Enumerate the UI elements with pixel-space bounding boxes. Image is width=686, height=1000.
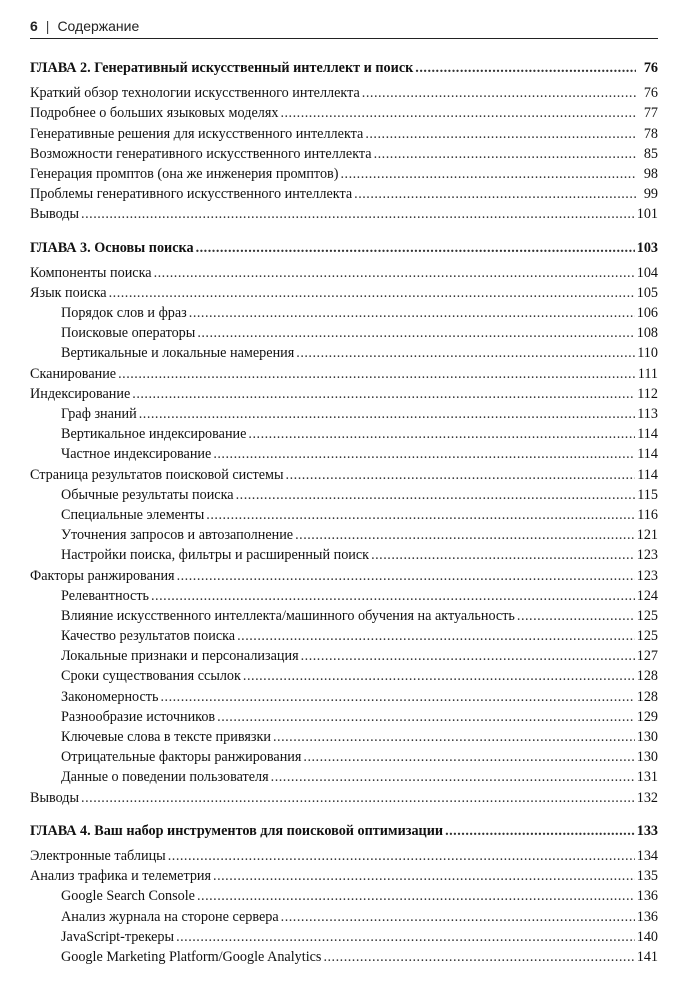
toc-entry-page: 132	[636, 789, 658, 806]
dot-leader	[371, 545, 635, 565]
toc-entry-page: 112	[637, 385, 658, 402]
chapter-heading-page: 133	[636, 822, 658, 839]
dot-leader	[340, 164, 636, 184]
dot-leader	[196, 238, 635, 258]
toc-entry	[30, 184, 658, 204]
toc-subentry-title: Вертикальное индексирование	[61, 426, 247, 443]
toc-subentry	[30, 323, 658, 343]
toc-subentry-title: Граф знаний	[61, 406, 137, 422]
toc-subentry-page: 116	[637, 506, 658, 523]
dot-leader	[176, 927, 635, 947]
running-header	[30, 18, 658, 39]
toc-entry-title: Язык поиска	[30, 284, 107, 301]
page-number: 6	[30, 18, 38, 34]
dot-leader	[139, 404, 636, 424]
dot-leader	[323, 947, 634, 967]
toc-subentry-title: Настройки поиска, фильтры и расширенный поиск	[61, 547, 370, 564]
toc-subentry-page: 125	[636, 628, 658, 645]
toc-subentry	[30, 303, 658, 323]
toc-subentry-title: Поисковые операторы	[61, 325, 196, 342]
toc-subentry	[30, 666, 658, 686]
chapter-heading	[30, 821, 658, 841]
toc-subentry	[30, 747, 658, 767]
toc-entry-page: 134	[636, 847, 658, 864]
toc-entry-title: Анализ трафика и телеметрия	[30, 868, 212, 885]
toc-subentry-title: Google Marketing Platform/Google Analytics	[61, 948, 322, 965]
toc-subentry	[30, 404, 658, 424]
dot-leader	[248, 424, 635, 444]
toc-entry	[30, 788, 658, 808]
dot-leader	[374, 144, 636, 164]
dot-leader	[271, 767, 635, 787]
dot-leader	[213, 866, 635, 886]
toc-subentry-page: 121	[636, 527, 658, 544]
toc-entry-page: 123	[636, 567, 658, 584]
toc-subentry-page: 124	[636, 587, 658, 604]
toc-subentry	[30, 444, 658, 464]
chapter-heading-page: 103	[636, 239, 658, 256]
toc-subentry-page: 123	[636, 547, 658, 564]
dot-leader	[362, 83, 636, 103]
toc-entry-title: Возможности генеративного искусственного интеллекта	[30, 145, 372, 162]
toc-entry	[30, 263, 658, 283]
toc-subentry-title: Данные о поведении пользователя	[61, 769, 269, 786]
toc-subentry-page: 128	[636, 688, 658, 705]
toc-subentry	[30, 767, 658, 787]
toc-entry-title: Проблемы генеративного искусственного интеллекта	[30, 186, 353, 203]
dot-leader	[281, 907, 635, 927]
toc-subentry-title: Анализ журнала на стороне сервера	[61, 908, 279, 925]
chapter-block	[30, 821, 658, 967]
dot-leader	[197, 886, 635, 906]
toc-subentry	[30, 687, 658, 707]
dot-leader	[197, 323, 634, 343]
toc-subentry-page: 106	[636, 305, 658, 322]
toc-entry-title: Краткий обзор технологии искусственного интеллекта	[30, 85, 360, 102]
dot-leader	[236, 485, 636, 505]
toc-subentry-title: Уточнения запросов и автозаполнение	[61, 527, 294, 544]
toc-entry-title: Электронные таблицы	[30, 847, 166, 864]
toc-entry	[30, 124, 658, 144]
toc-entry-title: Генерация промптов (она же инженерия промптов)	[30, 165, 339, 182]
toc-subentry-page: 115	[637, 486, 658, 503]
toc-subentry-page: 108	[636, 325, 658, 342]
toc-subentry-page: 110	[637, 345, 658, 362]
chapter-block	[30, 58, 658, 225]
chapter-heading-title: ГЛАВА 3. Основы поиска	[30, 239, 194, 256]
dot-leader	[206, 505, 635, 525]
toc-entry	[30, 144, 658, 164]
toc-subentry	[30, 505, 658, 525]
dot-leader	[168, 846, 635, 866]
dot-leader	[189, 303, 635, 323]
chapter-heading-page: 76	[643, 60, 658, 76]
toc-subentry-page: 114	[637, 426, 658, 443]
toc-subentry-title: Порядок слов и фраз	[61, 305, 187, 322]
dot-leader	[445, 821, 635, 841]
toc-subentry	[30, 343, 658, 363]
toc-subentry-title: Закономерность	[61, 688, 159, 705]
dot-leader	[301, 646, 635, 666]
toc-entry-page: 114	[637, 466, 658, 483]
header-separator: |	[45, 18, 50, 34]
dot-leader	[365, 124, 636, 144]
toc-entry-page: 77	[643, 105, 658, 122]
dot-leader	[81, 204, 635, 224]
toc-entry-title: Подробнее о больших языковых моделях	[30, 105, 279, 122]
toc-entry	[30, 846, 658, 866]
dot-leader	[303, 747, 634, 767]
toc-subentry	[30, 907, 658, 927]
toc-entry	[30, 283, 658, 303]
toc-subentry-title: Сроки существования ссылок	[61, 668, 241, 685]
toc-subentry	[30, 525, 658, 545]
toc-subentry-page: 128	[636, 668, 658, 685]
toc-entry-page: 78	[643, 125, 658, 142]
dot-leader	[295, 525, 635, 545]
toc-subentry-page: 131	[636, 769, 658, 786]
chapter-heading	[30, 58, 658, 78]
toc-subentry-title: Отрицательные факторы ранжирования	[61, 749, 302, 766]
toc-entry-page: 76	[643, 85, 658, 102]
dot-leader	[243, 666, 635, 686]
toc-subentry-title: JavaScript-трекеры	[61, 928, 175, 945]
dot-leader	[296, 343, 635, 363]
table-of-contents	[30, 58, 658, 980]
dot-leader	[81, 788, 635, 808]
toc-entry-page: 98	[643, 165, 658, 182]
toc-subentry-title: Качество результатов поиска	[61, 628, 236, 645]
chapter-heading-title: ГЛАВА 4. Ваш набор инструментов для поисковой оптимизации	[30, 822, 444, 839]
dot-leader	[109, 283, 635, 303]
toc-subentry-page: 125	[636, 607, 658, 624]
toc-subentry-title: Влияние искусственного интеллекта/машинного обучения на актуальность	[61, 607, 515, 624]
toc-subentry	[30, 586, 658, 606]
toc-subentry-title: Частное индексирование	[61, 446, 212, 463]
dot-leader	[154, 263, 635, 283]
dot-leader	[415, 58, 636, 78]
toc-entry-page: 99	[643, 186, 658, 203]
toc-entry-page: 111	[637, 365, 658, 382]
toc-subentry	[30, 626, 658, 646]
dot-leader	[280, 103, 636, 123]
toc-subentry	[30, 646, 658, 666]
toc-entry-title: Генеративные решения для искусственного интеллекта	[30, 125, 364, 142]
toc-subentry-title: Локальные признаки и персонализация	[61, 648, 299, 665]
toc-entry-title: Страница результатов поисковой системы	[30, 466, 284, 483]
toc-entry	[30, 204, 658, 224]
dot-leader	[160, 687, 634, 707]
toc-entry-page: 105	[636, 284, 658, 301]
toc-entry	[30, 566, 658, 586]
chapter-heading	[30, 238, 658, 258]
toc-subentry-title: Google Search Console	[61, 888, 195, 905]
running-title: Содержание	[57, 18, 140, 34]
toc-entry-page: 101	[636, 206, 658, 223]
toc-subentry-title: Релевантность	[61, 587, 149, 604]
toc-subentry-title: Специальные элементы	[61, 506, 205, 523]
toc-subentry-title: Обычные результаты поиска	[61, 486, 234, 503]
toc-subentry-page: 129	[636, 708, 658, 725]
toc-subentry-page: 140	[636, 928, 658, 945]
toc-entry-page: 85	[643, 145, 658, 162]
dot-leader	[354, 184, 636, 204]
toc-entry	[30, 465, 658, 485]
toc-subentry-page: 141	[636, 948, 658, 965]
toc-subentry-title: Разнообразие источников	[61, 708, 216, 725]
toc-subentry	[30, 947, 658, 967]
toc-subentry-page: 136	[636, 908, 658, 925]
toc-entry-page: 135	[636, 868, 658, 885]
toc-subentry-page: 114	[637, 446, 658, 463]
chapter-block	[30, 238, 658, 808]
dot-leader	[177, 566, 635, 586]
toc-subentry-page: 130	[636, 749, 658, 766]
toc-subentry	[30, 886, 658, 906]
dot-leader	[118, 364, 636, 384]
toc-entry	[30, 83, 658, 103]
dot-leader	[217, 707, 635, 727]
toc-entry-page: 104	[636, 264, 658, 281]
toc-subentry	[30, 727, 658, 747]
dot-leader	[273, 727, 635, 747]
toc-entry-title: Выводы	[30, 789, 80, 806]
toc-subentry	[30, 545, 658, 565]
toc-subentry	[30, 485, 658, 505]
toc-subentry-page: 136	[636, 888, 658, 905]
toc-entry	[30, 866, 658, 886]
toc-subentry	[30, 707, 658, 727]
toc-entry	[30, 164, 658, 184]
dot-leader	[237, 626, 635, 646]
dot-leader	[286, 465, 636, 485]
toc-entry-title: Факторы ранжирования	[30, 567, 175, 584]
dot-leader	[213, 444, 635, 464]
toc-entry-title: Выводы	[30, 206, 80, 223]
toc-subentry-title: Ключевые слова в тексте привязки	[61, 729, 271, 745]
toc-entry-title: Сканирование	[30, 365, 117, 382]
toc-subentry	[30, 424, 658, 444]
toc-subentry-title: Вертикальные и локальные намерения	[61, 345, 295, 362]
toc-entry-title: Компоненты поиска	[30, 264, 152, 281]
toc-subentry-page: 127	[636, 648, 658, 665]
dot-leader	[132, 384, 635, 404]
chapter-heading-title: ГЛАВА 2. Генеративный искусственный интеллект и поиск	[30, 60, 414, 76]
dot-leader	[517, 606, 635, 626]
toc-subentry	[30, 927, 658, 947]
toc-subentry	[30, 606, 658, 626]
toc-entry	[30, 103, 658, 123]
toc-subentry-page: 113	[637, 406, 658, 422]
toc-subentry-page: 130	[636, 729, 658, 745]
toc-entry-title: Индексирование	[30, 385, 131, 402]
dot-leader	[151, 586, 635, 606]
toc-entry	[30, 384, 658, 404]
toc-entry	[30, 364, 658, 384]
